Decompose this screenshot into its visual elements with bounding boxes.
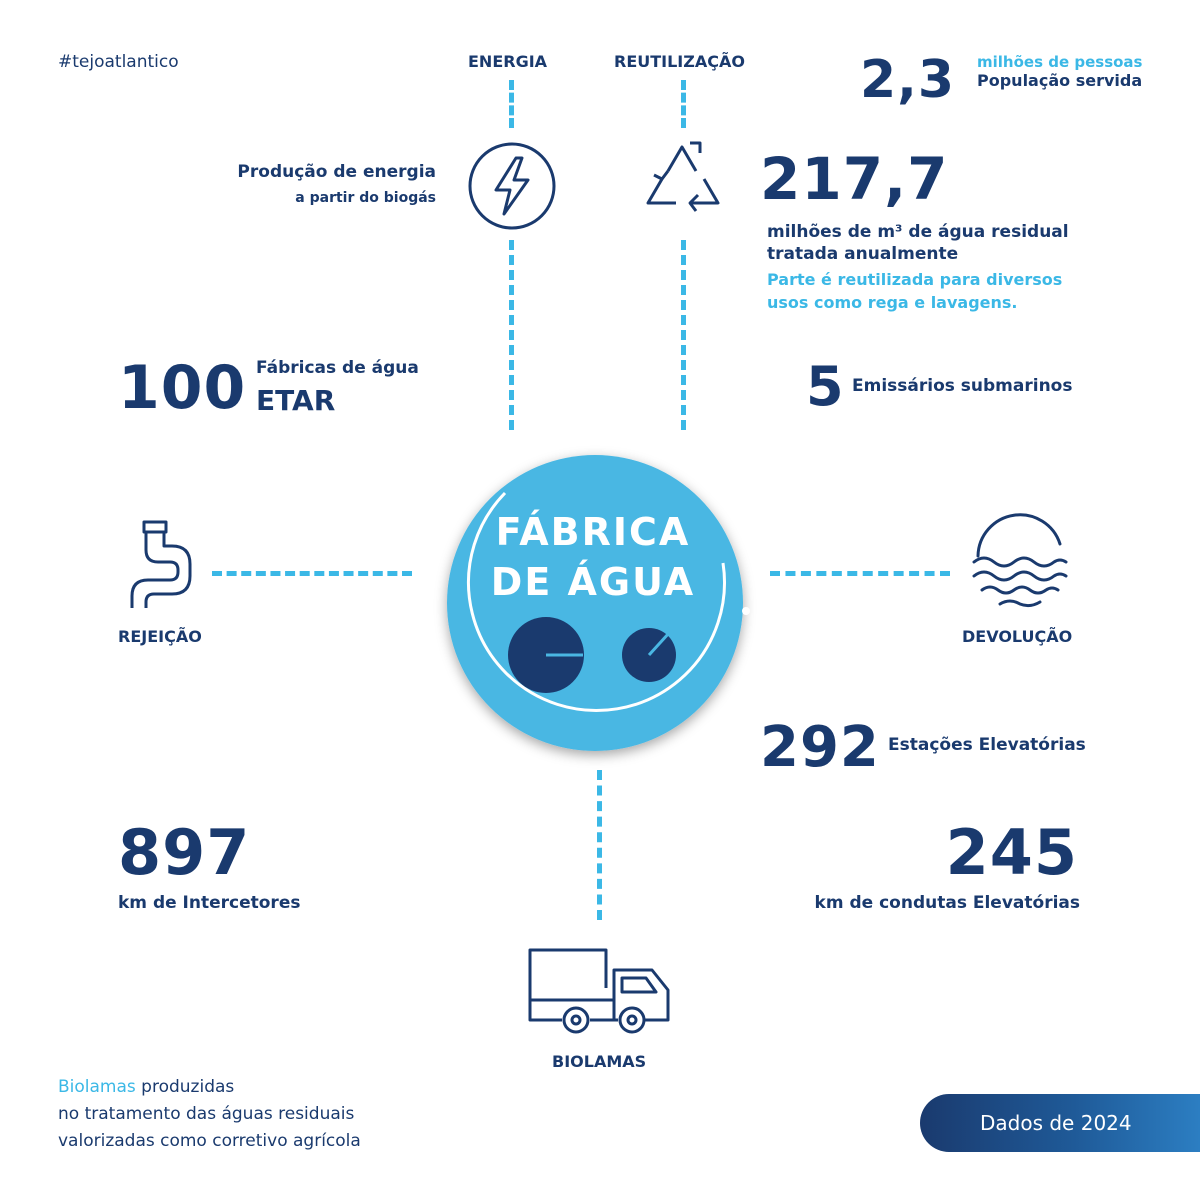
pipe-icon xyxy=(130,520,200,612)
agua-tratada-note2: usos como rega e lavagens. xyxy=(767,293,1018,312)
reutilizacao-connector xyxy=(681,80,686,128)
intercetores-label: km de Intercetores xyxy=(118,893,301,913)
estacoes-label: Estações Elevatórias xyxy=(888,735,1086,755)
energia-desc-line2: a partir do biogás xyxy=(295,190,436,206)
biolamas-connector xyxy=(597,770,602,920)
waves-icon xyxy=(970,520,1070,612)
fabricas-line1: Fábricas de água xyxy=(256,358,419,378)
agua-tratada-note1: Parte é reutilizada para diversos xyxy=(767,270,1063,289)
biolamas-note-line1-rest: produzidas xyxy=(135,1077,235,1097)
agua-tratada-value: 217,7 xyxy=(760,145,949,213)
reutilizacao-connector-lower xyxy=(681,240,686,430)
devolucao-connector xyxy=(770,571,950,576)
branch-devolucao: DEVOLUÇÃO xyxy=(962,627,1073,646)
fabrica-de-agua-circle xyxy=(433,443,763,773)
condutas-value: 245 xyxy=(945,816,1078,889)
energia-desc-line1: Produção de energia xyxy=(237,162,436,182)
dados-badge-label: Dados de 2024 xyxy=(980,1111,1132,1135)
condutas-label: km de condutas Elevatórias xyxy=(814,893,1080,913)
center-title-line1: FÁBRICA xyxy=(495,510,691,554)
truck-icon xyxy=(526,948,672,1034)
hashtag: #tejoatlantico xyxy=(58,52,179,72)
populacao-unit: milhões de pessoas xyxy=(977,53,1143,71)
energia-connector xyxy=(509,80,514,128)
branch-rejeicao: REJEIÇÃO xyxy=(118,627,202,646)
rejeicao-connector xyxy=(212,571,412,576)
estacoes-value: 292 xyxy=(760,715,880,780)
branch-biolamas: BIOLAMAS xyxy=(552,1052,647,1071)
agua-tratada-line2: tratada anualmente xyxy=(767,244,959,264)
populacao-value: 2,3 xyxy=(860,50,956,110)
recycle-icon xyxy=(638,135,730,227)
fabricas-value: 100 xyxy=(118,353,247,423)
lightning-icon xyxy=(466,140,558,232)
center-title-line2: DE ÁGUA xyxy=(490,560,696,604)
biolamas-note-line3: valorizadas como corretivo agrícola xyxy=(58,1131,361,1151)
biolamas-note-line1 xyxy=(58,1077,234,1097)
branch-reutilizacao: REUTILIZAÇÃO xyxy=(614,52,745,71)
populacao-label: População servida xyxy=(977,71,1143,90)
agua-tratada-line1: milhões de m³ de água residual xyxy=(767,222,1069,242)
dados-badge xyxy=(920,1094,1200,1152)
biolamas-note-line2: no tratamento das águas residuais xyxy=(58,1104,355,1124)
fabricas-line2: ETAR xyxy=(256,384,336,417)
biolamas-note-highlight: Biolamas xyxy=(58,1077,136,1097)
branch-energia: ENERGIA xyxy=(468,52,548,71)
intercetores-value: 897 xyxy=(118,816,251,889)
energia-connector-lower xyxy=(509,240,514,430)
emissarios-value: 5 xyxy=(806,355,845,418)
emissarios-label: Emissários submarinos xyxy=(852,376,1073,396)
